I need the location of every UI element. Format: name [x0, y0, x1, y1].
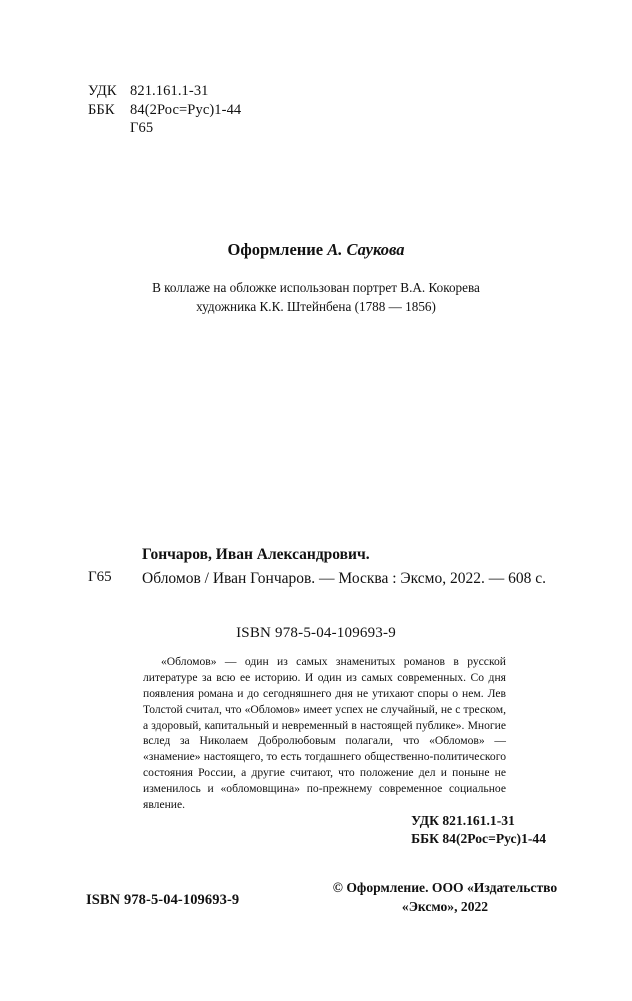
footer-copyright — [300, 878, 590, 917]
bbk-bottom: ББК 84(2Рос=Рус)1-44 — [411, 831, 546, 847]
design-credit-prefix: Оформление — [227, 240, 328, 259]
design-credit — [0, 240, 632, 260]
record-index: Г65 — [88, 569, 112, 586]
classification-bottom — [411, 812, 546, 848]
bbk-row — [88, 101, 241, 120]
cover-note-line-1: В коллаже на обложке использован портрет В.А. Кокорева — [152, 280, 480, 295]
copyright-line-1: © Оформление. ООО «Издательство — [332, 880, 558, 895]
copyright-line-2: «Эксмо», 2022 — [401, 899, 489, 915]
bbk-label: ББК — [88, 101, 115, 118]
classification-top — [88, 82, 241, 138]
footer-isbn: ISBN 978-5-04-109693-9 — [86, 892, 240, 908]
bbk-value: 84(2Рос=Рус)1-44 — [130, 101, 242, 118]
cover-note-line-2: художника К.К. Штейнбена (1788 — 1856) — [196, 298, 436, 314]
udk-value: 821.161.1-31 — [130, 83, 209, 99]
design-credit-name: А. Саукова — [327, 240, 405, 259]
isbn-main: ISBN 978-5-04-109693-9 — [236, 625, 396, 641]
udk-label: УДК — [88, 83, 117, 99]
cover-note — [0, 279, 632, 316]
record-description-wrap — [88, 569, 548, 590]
annotation-text: «Обломов» — один из самых знаменитых романов в русской литературе за всю ее историю. И один из самых современных. Со дня появления романа и до сегодняшнего дня не утихают споры о нем. Лев Толстой считал, что «Обломов» имеет успех не случайный, не с треском, а здоровый, капитальный и невременный в настоящей публике». Многие вслед за Николаем Добролюбовым полагали, что «Обломов» — «знамение» настоящего, то есть тогдашнего общественно-политического состояния России, а другие считают, что положение дел и поныне не изменилось и «обломовщина» по-прежнему современное социальное явление. — [143, 655, 506, 811]
record-author: Гончаров, Иван Александрович. — [142, 546, 370, 563]
shelf-code-row — [88, 119, 241, 138]
record-description: Обломов / Иван Гончаров. — Москва : Эксмо, 2022. — 608 с. — [142, 570, 546, 588]
udk-row — [88, 82, 241, 101]
udk-bottom: УДК 821.161.1-31 — [411, 813, 515, 828]
shelf-code: Г65 — [130, 120, 154, 137]
bibliographic-record — [88, 545, 548, 590]
